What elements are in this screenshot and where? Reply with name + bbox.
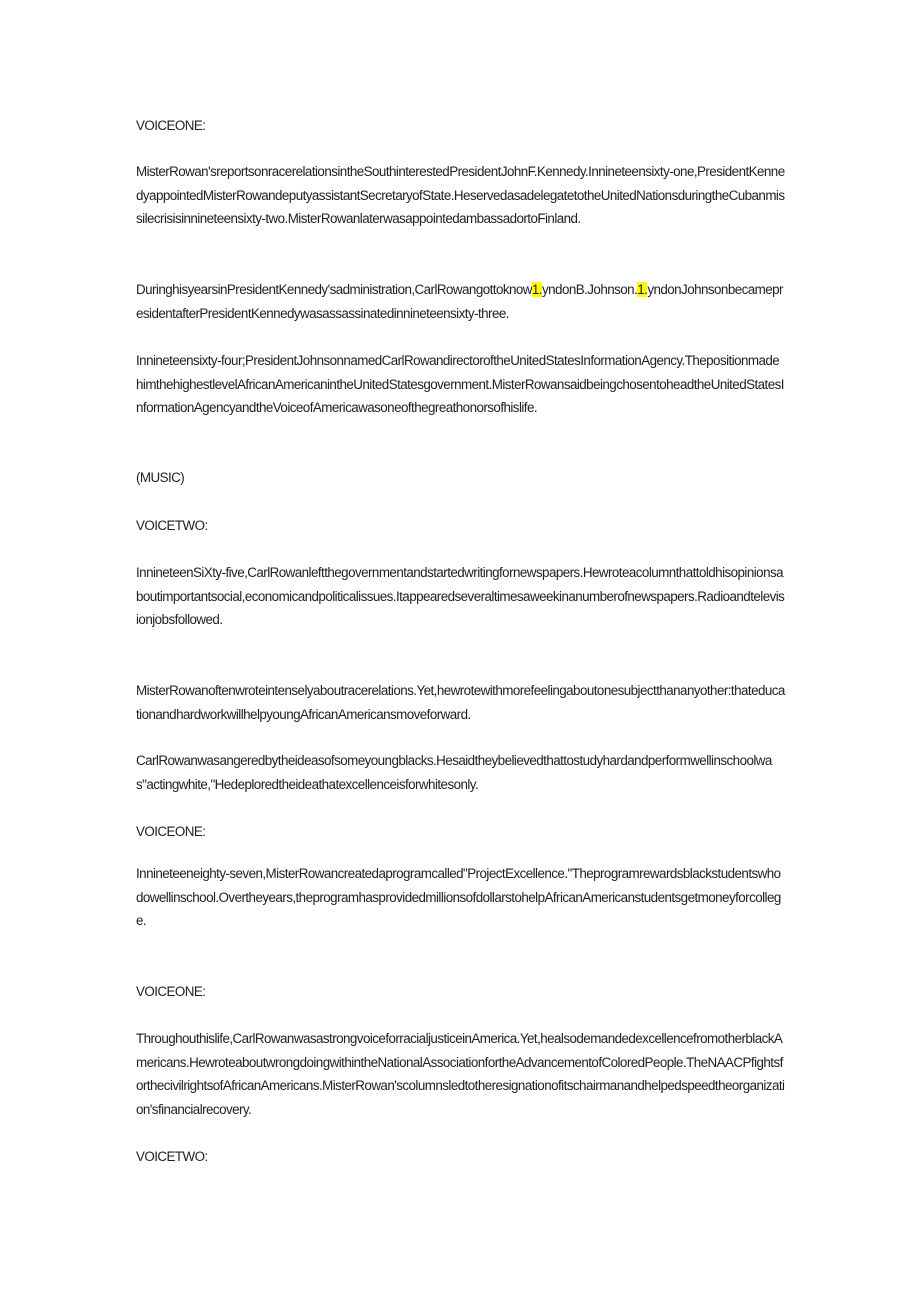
paragraph-usia-director: Innineteensixty-four;PresidentJohnsonnamedCarlRowandirectoroftheUnitedStatesInformationAgency.ThepositionmadehimthehighestlevelAfricanAmericanintheUnitedStatesgovernment.MisterRowansaidbeingchosentoheadtheUnitedStatesInformationAgencyandtheVoiceofAmericawasoneofthegreathonorsofhislife. bbox=[136, 353, 784, 416]
text-segment: DuringhisyearsinPresidentKennedy'sadministration,CarlRowangottoknow bbox=[136, 282, 532, 297]
speaker-label: VOICEONE: bbox=[136, 118, 206, 133]
speaker-label: VOICETWO: bbox=[136, 1149, 208, 1164]
paragraph-kennedy-appointment: MisterRowan'sreportsonracerelationsintheSouthinterestedPresidentJohnF.Kennedy.Innineteensixty-one,PresidentKennedyappointedMisterRowandeputyassistantSecretaryofState.HeservedasadelegatetotheUnitedNationsduringtheCubanmissilecrisisinnineteensixty-two.MisterRowanlaterwasappointedambassadortoFinland. bbox=[136, 164, 785, 227]
text-segment: yndonJohnsonbecamepresidentafterPresidentKennedywasassassinatedinnineteensixty-three. bbox=[136, 282, 783, 321]
speaker-label: VOICEONE: bbox=[136, 984, 206, 999]
highlight-mark: 1. bbox=[637, 282, 648, 297]
paragraph-project-excellence: Innineteeneighty-seven,MisterRowancreatedaprogramcalled"ProjectExcellence."Theprogramrewardsblackstudentswhodowellinschool.Overtheyears,theprogramhasprovidedmillionsofdollarstohelpAfricanAmericanstudentsgetmoneyforcollege. bbox=[136, 866, 781, 929]
paragraph-newspaper-column: InnineteenSiXty-five,CarlRowanleftthegovernmentandstartedwritingfornewspapers.Hewroteacolumnthattoldhisopinionsaboutimportantsocial,economicandpoliticalissues.Itappearedseveraltimesaweekinanumberofnewspapers.Radioandtelevisionjobsfollowed. bbox=[136, 565, 785, 628]
text-segment: yndonB.Johnson. bbox=[542, 282, 638, 297]
paragraph-naacp: Throughouthislife,CarlRowanwasastrongvoiceforracialjusticeinAmerica.Yet,healsodemandedexcellencefromotherblackAmericans.HewroteaboutwrongdoingwithintheNationalAssociationfortheAdvancementofColoredPeople.TheNAACPfightsforthecivilrightsofAfricanAmericans.MisterRowan'scolumnsledtotheresignationofitschairmanandhelpedspeedtheorganization'sfinancialrecovery. bbox=[136, 1031, 785, 1117]
paragraph-acting-white: CarlRowanwasangeredbytheideasofsomeyoungblacks.Hesaidtheybelievedthattostudyhardandperformwellinschoolwas"actingwhite,"Hedeploredtheideathatexcellenceisforwhitesonly. bbox=[136, 753, 772, 792]
highlight-mark: 1. bbox=[531, 282, 542, 297]
paragraph-race-relations: MisterRowanoftenwroteintenselyaboutracerelations.Yet,hewrotewithmorefeelingaboutonesubjectthananyother:thateducationandhardworkwillhelpyoungAfricanAmericansmoveforward. bbox=[136, 683, 785, 722]
speaker-label: VOICEONE: bbox=[136, 824, 206, 839]
paragraph-johnson bbox=[136, 278, 786, 325]
music-cue: (MUSIC) bbox=[136, 470, 185, 485]
speaker-label: VOICETWO: bbox=[136, 518, 208, 533]
